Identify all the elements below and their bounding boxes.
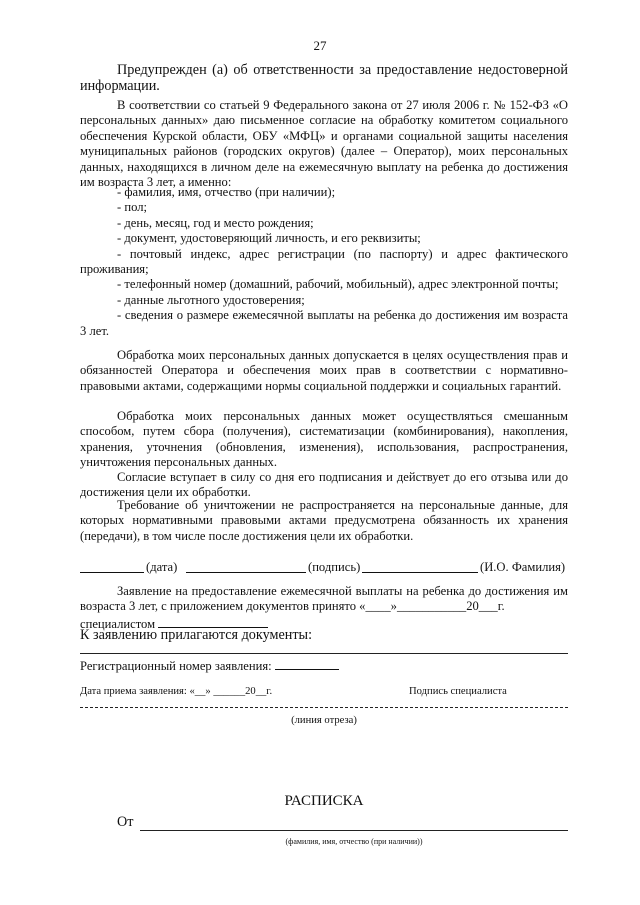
page-number: 27 [313,38,327,53]
fio-hint: (фамилия, имя, отчество (при наличии)) [285,837,423,846]
list-item: - сведения о размере ежемесячной выплаты на ребенка до достижения им возраста 3 лет. [80,308,568,338]
consent-intro-paragraph: В соответствии со статьей 9 Федерального закона от 27 июля 2006 г. № 152-ФЗ «О персональных данных» даю письменное согласие на обработку комитетом социального обеспечения Курской области, ОБУ «МФЦ» и органами социальной защиты населения муниципальных районов (городских округов) (далее – Оператор), моих персональных данных, находящихся в личном деле на ежемесячную выплату на ребенка до достижения им возраста 3 лет, а именно: [80,98,568,190]
validity-paragraph: Согласие вступает в силу со дня его подписания и действует до его отзыва или до достижения цели их обработки. [80,470,568,500]
specialist-signature-label: Подпись специалиста [409,686,507,697]
personal-data-list [80,185,568,339]
specialist-label: специалистом [80,617,156,631]
cut-line [80,707,568,708]
list-item: - пол; [117,200,147,215]
name-blank[interactable] [362,560,478,573]
reg-number-label: Регистрационный номер заявления: [80,659,272,673]
destruction-paragraph: Требование об уничтожении не распространяется на персональные данные, для которых нормативными правовыми актами предусмотрена обязанность их хранения (передачи), в том числе после достижения цели их обработки. [80,498,568,543]
list-item: - данные льготного удостоверения; [117,292,305,307]
signature-label: (подпись) [308,560,361,574]
list-item: - телефонный номер (домашний, рабочий, мобильный), адрес электронной почты; [117,277,559,292]
reg-number-blank[interactable] [275,657,339,670]
cut-line-label: (линия отреза) [291,715,357,726]
date-label: (дата) [146,560,178,574]
date-blank[interactable] [80,560,144,573]
receipt-date-line [80,684,568,699]
list-item: - документ, удостоверяющий личность, и его реквизиты; [117,231,421,246]
name-label: (И.О. Фамилия) [480,560,566,574]
attached-docs-label: К заявлению прилагаются документы: [80,627,313,643]
list-item: - почтовый индекс, адрес регистрации (по паспорту) и адрес фактического проживания; [80,246,568,277]
receipt-title: РАСПИСКА [284,793,364,809]
date-received-label: Дата приема заявления: «__» ______20__г. [80,686,273,697]
from-line [80,814,568,830]
processing-methods-paragraph: Обработка моих персональных данных может осуществляться смешанным способом, путем сбора (получения), систематизации (комбинирования), накопления, хранения, уточнения (обновления, изменения), использования, распространения, уничтожения персональных данных. [80,409,568,470]
attached-docs-line[interactable] [80,653,568,654]
application-accepted-paragraph: Заявление на предоставление ежемесячной выплаты на ребенка до достижения им возраста 3 лет, с приложением документов принято «____»___________20___г. [80,584,568,614]
list-item: - фамилия, имя, отчество (при наличии); [117,185,336,199]
fio-blank-line[interactable] [140,830,568,831]
warning-paragraph: Предупрежден (а) об ответственности за предоставление недостоверной информации. [80,62,568,94]
processing-allowed-paragraph: Обработка моих персональных данных допускается в целях осуществления прав и обязанностей Оператора и обеспечения моих прав в соответствии с нормативно-правовыми актами, содержащими нормы социальной поддержки и социальных гарантий. [80,348,568,393]
list-item: - день, месяц, год и место рождения; [117,215,314,230]
signature-blank[interactable] [186,560,306,573]
reg-number-line [80,657,568,674]
from-label: От [117,814,134,830]
